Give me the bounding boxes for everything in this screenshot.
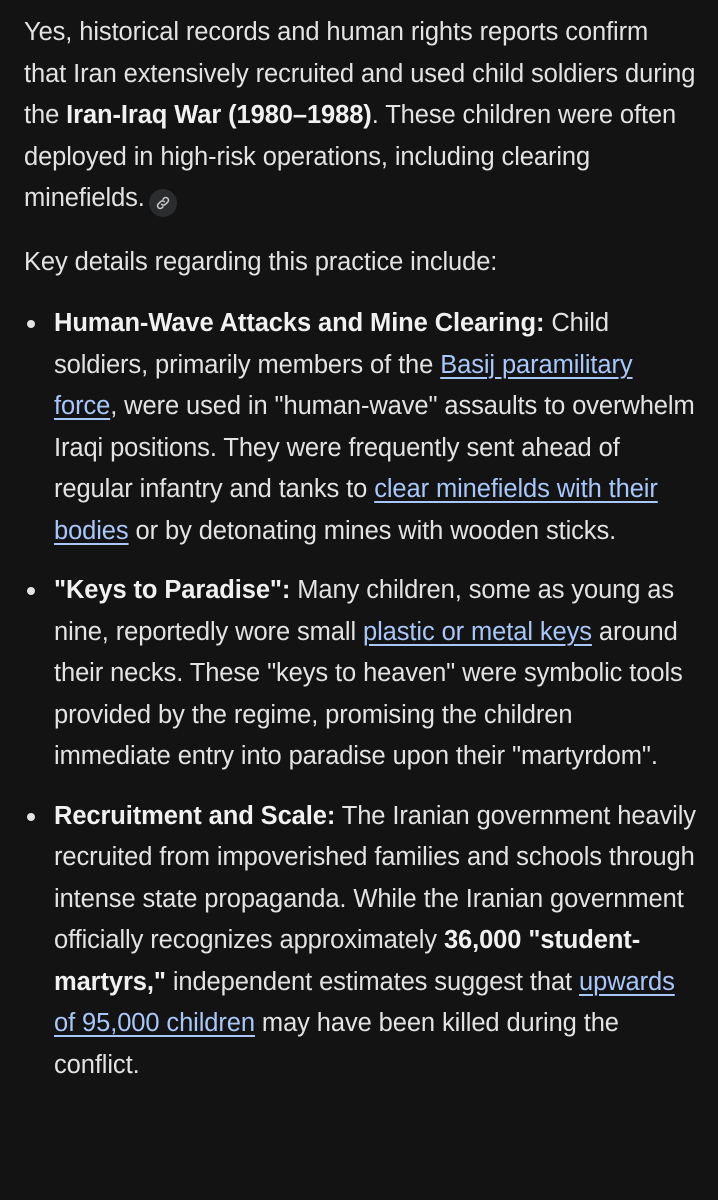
- item-title: Recruitment and Scale:: [54, 801, 336, 830]
- list-item-recruitment-scale: [24, 796, 696, 1087]
- item-title: Human-Wave Attacks and Mine Clearing:: [54, 309, 545, 337]
- item-text: or by detonating mines with wooden sticks.: [128, 516, 617, 545]
- intro-bold-war: Iran-Iraq War (1980–1988): [66, 101, 372, 129]
- bullet-dot: [27, 320, 35, 328]
- intro-paragraph: [24, 12, 696, 220]
- item-bold-figure: 36,000 "student-martyrs,": [54, 926, 641, 996]
- intro-text-start: Yes, historical records and human rights reports confirm that Iran extensively recruited and used child soldiers during the: [24, 18, 696, 129]
- bullet-dot: [27, 587, 35, 595]
- response-content: [24, 12, 696, 1104]
- intro-text-end: . These children were often deployed in high-risk operations, including clearing minefields.: [24, 101, 677, 212]
- link-clear-minefields[interactable]: clear minefields with their bodies: [54, 475, 658, 545]
- item-title: "Keys to Paradise":: [54, 576, 291, 604]
- link-basij-paramilitary[interactable]: Basij paramilitary force: [54, 350, 633, 420]
- item-text: around their necks. These "keys to heaven" were symbolic tools provided by the regime, promising the children immediate entry into paradise upon their "martyrdom".: [54, 617, 683, 770]
- item-text: may have been killed during the conflict.: [54, 1009, 619, 1079]
- item-text: , were used in "human-wave" assaults to overwhelm Iraqi positions. They were frequently sent ahead of regular infantry and tanks to: [54, 392, 695, 503]
- link-icon: [155, 195, 171, 211]
- list-item-keys-to-paradise: [24, 570, 696, 778]
- bullet-dot: [27, 813, 35, 821]
- details-list: [24, 303, 696, 1086]
- lead-paragraph: Key details regarding this practice include:: [24, 247, 498, 276]
- list-item-human-wave: [24, 303, 696, 552]
- link-plastic-metal-keys[interactable]: plastic or metal keys: [363, 617, 592, 646]
- item-text: independent estimates suggest that: [165, 967, 580, 996]
- item-text: Many children, some as young as nine, reportedly wore small: [54, 576, 675, 646]
- item-text: The Iranian government heavily recruited from impoverished families and schools through intense state propaganda. While the Iranian government officially recognizes approximately: [54, 801, 696, 954]
- link-upwards-95000[interactable]: upwards of 95,000 children: [54, 967, 675, 1037]
- source-link-chip[interactable]: [149, 189, 177, 217]
- item-text: Child soldiers, primarily members of the: [54, 309, 609, 379]
